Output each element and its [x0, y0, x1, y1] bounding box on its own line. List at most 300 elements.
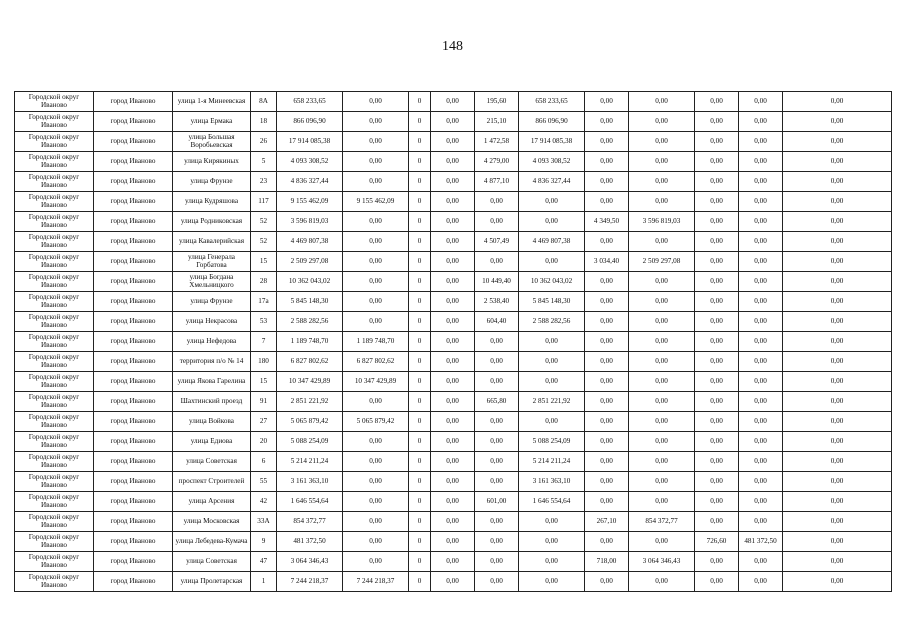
- cell-col-13: 0,00: [695, 272, 739, 292]
- cell-col-11: 0,00: [585, 452, 629, 472]
- cell-settlement: город Иваново: [94, 512, 173, 532]
- cell-col-12: 0,00: [629, 412, 695, 432]
- cell-col-8: 0,00: [431, 352, 475, 372]
- cell-col-13: 0,00: [695, 312, 739, 332]
- cell-col-12: 0,00: [629, 432, 695, 452]
- cell-col-14: 0,00: [739, 432, 783, 452]
- cell-col-12: 0,00: [629, 492, 695, 512]
- cell-col-6: 0,00: [343, 92, 409, 112]
- cell-total-cost: 854 372,77: [277, 512, 343, 532]
- cell-house-number: 27: [251, 412, 277, 432]
- cell-municipality: Городской округ Иваново: [15, 372, 94, 392]
- cell-street: улица Фрунзе: [173, 172, 251, 192]
- table-row: [15, 232, 892, 252]
- cell-col-15: 0,00: [783, 252, 892, 272]
- cell-street: улица 1-я Минеевская: [173, 92, 251, 112]
- cell-col-10: 0,00: [519, 412, 585, 432]
- cell-col-8: 0,00: [431, 292, 475, 312]
- cell-col-12: 0,00: [629, 332, 695, 352]
- cell-col-13: 0,00: [695, 92, 739, 112]
- cell-col-9: 0,00: [475, 352, 519, 372]
- cell-street: улица Родниковская: [173, 212, 251, 232]
- cell-col-8: 0,00: [431, 172, 475, 192]
- cell-col-12: 2 509 297,08: [629, 252, 695, 272]
- cell-col-11: 0,00: [585, 272, 629, 292]
- cell-col-15: 0,00: [783, 152, 892, 172]
- cell-col-8: 0,00: [431, 212, 475, 232]
- cell-col-9: 604,40: [475, 312, 519, 332]
- cell-house-number: 52: [251, 232, 277, 252]
- cell-street: территория п/о № 14: [173, 352, 251, 372]
- cell-house-number: 15: [251, 252, 277, 272]
- cell-street: улица Пролетарская: [173, 572, 251, 592]
- cell-col-10: 658 233,65: [519, 92, 585, 112]
- cell-col-6: 9 155 462,09: [343, 192, 409, 212]
- cell-col-14: 0,00: [739, 152, 783, 172]
- cell-col-8: 0,00: [431, 432, 475, 452]
- cell-settlement: город Иваново: [94, 332, 173, 352]
- cell-col-7: 0: [409, 192, 431, 212]
- cell-street: улица Арсения: [173, 492, 251, 512]
- cell-municipality: Городской округ Иваново: [15, 212, 94, 232]
- cell-street: улица Богдана Хмельницкого: [173, 272, 251, 292]
- table-row: [15, 332, 892, 352]
- cell-col-7: 0: [409, 572, 431, 592]
- table-row: [15, 512, 892, 532]
- cell-col-7: 0: [409, 372, 431, 392]
- cell-col-14: 0,00: [739, 172, 783, 192]
- data-table: [14, 91, 892, 592]
- cell-street: улица Едиова: [173, 432, 251, 452]
- table-row: [15, 272, 892, 292]
- cell-col-12: 0,00: [629, 392, 695, 412]
- cell-col-10: 17 914 085,38: [519, 132, 585, 152]
- cell-col-10: 4 836 327,44: [519, 172, 585, 192]
- cell-settlement: город Иваново: [94, 132, 173, 152]
- cell-col-8: 0,00: [431, 112, 475, 132]
- cell-street: улица Лебедева-Кумача: [173, 532, 251, 552]
- table-row: [15, 532, 892, 552]
- cell-col-14: 0,00: [739, 352, 783, 372]
- cell-street: Шахтинский проезд: [173, 392, 251, 412]
- cell-col-12: 3 596 819,03: [629, 212, 695, 232]
- cell-col-13: 0,00: [695, 412, 739, 432]
- cell-total-cost: 4 093 308,52: [277, 152, 343, 172]
- cell-street: улица Советская: [173, 452, 251, 472]
- cell-col-15: 0,00: [783, 552, 892, 572]
- cell-total-cost: 5 845 148,30: [277, 292, 343, 312]
- cell-street: улица Большая Воробьевская: [173, 132, 251, 152]
- cell-col-14: 0,00: [739, 452, 783, 472]
- cell-col-15: 0,00: [783, 172, 892, 192]
- cell-col-6: 0,00: [343, 172, 409, 192]
- cell-col-11: 0,00: [585, 432, 629, 452]
- table-row: [15, 92, 892, 112]
- cell-total-cost: 2 588 282,56: [277, 312, 343, 332]
- cell-col-8: 0,00: [431, 472, 475, 492]
- cell-house-number: 5: [251, 152, 277, 172]
- cell-col-15: 0,00: [783, 392, 892, 412]
- cell-col-15: 0,00: [783, 452, 892, 472]
- cell-col-15: 0,00: [783, 312, 892, 332]
- cell-house-number: 26: [251, 132, 277, 152]
- cell-col-10: 0,00: [519, 372, 585, 392]
- cell-total-cost: 10 362 043,02: [277, 272, 343, 292]
- cell-col-10: 5 214 211,24: [519, 452, 585, 472]
- cell-col-15: 0,00: [783, 332, 892, 352]
- cell-street: проспект Строителей: [173, 472, 251, 492]
- cell-col-11: 0,00: [585, 472, 629, 492]
- cell-col-15: 0,00: [783, 132, 892, 152]
- cell-col-11: 0,00: [585, 92, 629, 112]
- cell-settlement: город Иваново: [94, 352, 173, 372]
- cell-col-8: 0,00: [431, 512, 475, 532]
- cell-col-9: 0,00: [475, 532, 519, 552]
- cell-col-14: 0,00: [739, 372, 783, 392]
- cell-municipality: Городской округ Иваново: [15, 252, 94, 272]
- cell-col-10: 0,00: [519, 352, 585, 372]
- cell-col-14: 0,00: [739, 252, 783, 272]
- cell-house-number: 9: [251, 532, 277, 552]
- page-number: 148: [442, 39, 463, 54]
- cell-col-14: 0,00: [739, 572, 783, 592]
- table-row: [15, 452, 892, 472]
- cell-total-cost: 481 372,50: [277, 532, 343, 552]
- cell-col-6: 0,00: [343, 252, 409, 272]
- cell-col-10: 0,00: [519, 512, 585, 532]
- cell-house-number: 7: [251, 332, 277, 352]
- cell-total-cost: 2 851 221,92: [277, 392, 343, 412]
- cell-col-7: 0: [409, 272, 431, 292]
- cell-col-6: 5 065 879,42: [343, 412, 409, 432]
- cell-col-15: 0,00: [783, 292, 892, 312]
- cell-col-13: 0,00: [695, 492, 739, 512]
- cell-col-15: 0,00: [783, 472, 892, 492]
- cell-col-6: 0,00: [343, 472, 409, 492]
- table-row: [15, 472, 892, 492]
- cell-col-6: 0,00: [343, 552, 409, 572]
- cell-total-cost: 5 214 211,24: [277, 452, 343, 472]
- cell-col-15: 0,00: [783, 432, 892, 452]
- cell-col-9: 0,00: [475, 412, 519, 432]
- table-row: [15, 432, 892, 452]
- table-row: [15, 252, 892, 272]
- cell-total-cost: 7 244 218,37: [277, 572, 343, 592]
- cell-settlement: город Иваново: [94, 172, 173, 192]
- cell-col-8: 0,00: [431, 232, 475, 252]
- cell-col-10: 0,00: [519, 332, 585, 352]
- cell-col-11: 0,00: [585, 352, 629, 372]
- cell-col-6: 0,00: [343, 392, 409, 412]
- cell-col-14: 0,00: [739, 132, 783, 152]
- cell-col-11: 0,00: [585, 232, 629, 252]
- cell-total-cost: 4 836 327,44: [277, 172, 343, 192]
- cell-col-7: 0: [409, 492, 431, 512]
- cell-col-7: 0: [409, 332, 431, 352]
- cell-col-11: 718,00: [585, 552, 629, 572]
- cell-total-cost: 866 096,90: [277, 112, 343, 132]
- cell-col-13: 0,00: [695, 432, 739, 452]
- cell-col-15: 0,00: [783, 212, 892, 232]
- cell-col-6: 0,00: [343, 532, 409, 552]
- cell-total-cost: 6 827 802,62: [277, 352, 343, 372]
- cell-street: улица Якова Гарелина: [173, 372, 251, 392]
- table-row: [15, 572, 892, 592]
- cell-col-7: 0: [409, 532, 431, 552]
- cell-col-11: 0,00: [585, 312, 629, 332]
- cell-col-11: 0,00: [585, 492, 629, 512]
- cell-col-11: 0,00: [585, 172, 629, 192]
- cell-settlement: город Иваново: [94, 312, 173, 332]
- cell-col-12: 0,00: [629, 292, 695, 312]
- cell-col-7: 0: [409, 92, 431, 112]
- cell-settlement: город Иваново: [94, 192, 173, 212]
- cell-col-13: 0,00: [695, 132, 739, 152]
- cell-col-6: 0,00: [343, 452, 409, 472]
- cell-col-13: 0,00: [695, 252, 739, 272]
- cell-col-11: 0,00: [585, 192, 629, 212]
- cell-col-7: 0: [409, 112, 431, 132]
- cell-col-13: 0,00: [695, 552, 739, 572]
- cell-col-12: 0,00: [629, 572, 695, 592]
- cell-col-10: 0,00: [519, 192, 585, 212]
- table-row: [15, 192, 892, 212]
- cell-col-14: 0,00: [739, 512, 783, 532]
- cell-col-15: 0,00: [783, 192, 892, 212]
- cell-total-cost: 17 914 085,38: [277, 132, 343, 152]
- cell-col-14: 0,00: [739, 232, 783, 252]
- table-row: [15, 392, 892, 412]
- cell-col-13: 726,60: [695, 532, 739, 552]
- cell-total-cost: 3 596 819,03: [277, 212, 343, 232]
- cell-col-7: 0: [409, 392, 431, 412]
- cell-street: улица Ермака: [173, 112, 251, 132]
- cell-street: улица Кирякиных: [173, 152, 251, 172]
- cell-col-11: 0,00: [585, 572, 629, 592]
- cell-col-8: 0,00: [431, 152, 475, 172]
- cell-col-9: 0,00: [475, 552, 519, 572]
- cell-settlement: город Иваново: [94, 412, 173, 432]
- cell-house-number: 6: [251, 452, 277, 472]
- cell-col-9: 0,00: [475, 192, 519, 212]
- cell-col-7: 0: [409, 292, 431, 312]
- cell-col-8: 0,00: [431, 272, 475, 292]
- cell-col-7: 0: [409, 252, 431, 272]
- cell-col-15: 0,00: [783, 572, 892, 592]
- cell-house-number: 117: [251, 192, 277, 212]
- table-row: [15, 372, 892, 392]
- cell-col-15: 0,00: [783, 372, 892, 392]
- cell-col-14: 0,00: [739, 472, 783, 492]
- cell-col-14: 0,00: [739, 492, 783, 512]
- cell-col-7: 0: [409, 132, 431, 152]
- cell-municipality: Городской округ Иваново: [15, 272, 94, 292]
- cell-col-11: 0,00: [585, 132, 629, 152]
- cell-total-cost: 1 646 554,64: [277, 492, 343, 512]
- cell-col-9: 0,00: [475, 372, 519, 392]
- cell-col-10: 10 362 043,02: [519, 272, 585, 292]
- cell-col-11: 0,00: [585, 112, 629, 132]
- cell-col-7: 0: [409, 552, 431, 572]
- cell-col-7: 0: [409, 432, 431, 452]
- cell-house-number: 91: [251, 392, 277, 412]
- cell-col-12: 0,00: [629, 452, 695, 472]
- cell-col-12: 0,00: [629, 132, 695, 152]
- cell-col-11: 267,10: [585, 512, 629, 532]
- cell-house-number: 17а: [251, 292, 277, 312]
- cell-house-number: 23: [251, 172, 277, 192]
- cell-municipality: Городской округ Иваново: [15, 452, 94, 472]
- cell-municipality: Городской округ Иваново: [15, 572, 94, 592]
- cell-total-cost: 9 155 462,09: [277, 192, 343, 212]
- cell-col-8: 0,00: [431, 132, 475, 152]
- cell-house-number: 55: [251, 472, 277, 492]
- cell-col-12: 0,00: [629, 112, 695, 132]
- cell-col-6: 0,00: [343, 512, 409, 532]
- cell-house-number: 33А: [251, 512, 277, 532]
- cell-col-10: 3 161 363,10: [519, 472, 585, 492]
- cell-col-9: 0,00: [475, 572, 519, 592]
- cell-col-13: 0,00: [695, 212, 739, 232]
- cell-col-9: 0,00: [475, 472, 519, 492]
- cell-col-7: 0: [409, 152, 431, 172]
- cell-col-14: 481 372,50: [739, 532, 783, 552]
- cell-col-9: 601,00: [475, 492, 519, 512]
- cell-house-number: 20: [251, 432, 277, 452]
- cell-col-6: 1 189 748,70: [343, 332, 409, 352]
- cell-col-9: 4 507,49: [475, 232, 519, 252]
- cell-col-15: 0,00: [783, 272, 892, 292]
- cell-settlement: город Иваново: [94, 152, 173, 172]
- cell-col-13: 0,00: [695, 112, 739, 132]
- cell-settlement: город Иваново: [94, 272, 173, 292]
- cell-col-12: 0,00: [629, 532, 695, 552]
- cell-col-15: 0,00: [783, 92, 892, 112]
- cell-total-cost: 1 189 748,70: [277, 332, 343, 352]
- cell-col-15: 0,00: [783, 412, 892, 432]
- cell-col-13: 0,00: [695, 172, 739, 192]
- cell-street: улица Кавалерийская: [173, 232, 251, 252]
- cell-house-number: 18: [251, 112, 277, 132]
- cell-total-cost: 658 233,65: [277, 92, 343, 112]
- cell-col-13: 0,00: [695, 232, 739, 252]
- cell-col-15: 0,00: [783, 232, 892, 252]
- cell-col-7: 0: [409, 172, 431, 192]
- cell-col-10: 4 469 807,38: [519, 232, 585, 252]
- cell-house-number: 180: [251, 352, 277, 372]
- cell-settlement: город Иваново: [94, 432, 173, 452]
- cell-col-9: 665,80: [475, 392, 519, 412]
- cell-house-number: 28: [251, 272, 277, 292]
- cell-settlement: город Иваново: [94, 292, 173, 312]
- cell-street: улица Генерала Горбатова: [173, 252, 251, 272]
- table-body: [15, 92, 892, 592]
- cell-col-11: 0,00: [585, 152, 629, 172]
- cell-settlement: город Иваново: [94, 452, 173, 472]
- cell-col-15: 0,00: [783, 532, 892, 552]
- cell-col-6: 0,00: [343, 272, 409, 292]
- cell-municipality: Городской округ Иваново: [15, 192, 94, 212]
- table-row: [15, 412, 892, 432]
- cell-col-13: 0,00: [695, 352, 739, 372]
- cell-col-6: 7 244 218,37: [343, 572, 409, 592]
- cell-col-14: 0,00: [739, 312, 783, 332]
- cell-col-14: 0,00: [739, 292, 783, 312]
- cell-col-10: 866 096,90: [519, 112, 585, 132]
- cell-total-cost: 3 064 346,43: [277, 552, 343, 572]
- cell-col-15: 0,00: [783, 512, 892, 532]
- cell-col-14: 0,00: [739, 192, 783, 212]
- cell-total-cost: 5 065 879,42: [277, 412, 343, 432]
- cell-col-6: 0,00: [343, 212, 409, 232]
- cell-col-7: 0: [409, 212, 431, 232]
- cell-col-8: 0,00: [431, 372, 475, 392]
- cell-col-6: 0,00: [343, 112, 409, 132]
- cell-house-number: 15: [251, 372, 277, 392]
- cell-col-13: 0,00: [695, 452, 739, 472]
- cell-col-9: 2 538,40: [475, 292, 519, 312]
- cell-municipality: Городской округ Иваново: [15, 172, 94, 192]
- cell-col-13: 0,00: [695, 392, 739, 412]
- cell-col-7: 0: [409, 312, 431, 332]
- cell-col-13: 0,00: [695, 472, 739, 492]
- cell-municipality: Городской округ Иваново: [15, 152, 94, 172]
- cell-col-8: 0,00: [431, 92, 475, 112]
- cell-col-6: 0,00: [343, 492, 409, 512]
- cell-col-12: 854 372,77: [629, 512, 695, 532]
- cell-municipality: Городской округ Иваново: [15, 92, 94, 112]
- cell-col-6: 0,00: [343, 152, 409, 172]
- cell-settlement: город Иваново: [94, 112, 173, 132]
- table-row: [15, 212, 892, 232]
- cell-municipality: Городской округ Иваново: [15, 232, 94, 252]
- cell-col-10: 5 845 148,30: [519, 292, 585, 312]
- cell-col-9: 215,10: [475, 112, 519, 132]
- cell-street: улица Советская: [173, 552, 251, 572]
- cell-municipality: Городской округ Иваново: [15, 532, 94, 552]
- cell-municipality: Городской округ Иваново: [15, 472, 94, 492]
- cell-col-12: 0,00: [629, 172, 695, 192]
- cell-settlement: город Иваново: [94, 372, 173, 392]
- cell-municipality: Городской округ Иваново: [15, 332, 94, 352]
- cell-col-6: 0,00: [343, 312, 409, 332]
- table-row: [15, 312, 892, 332]
- cell-col-13: 0,00: [695, 292, 739, 312]
- cell-settlement: город Иваново: [94, 92, 173, 112]
- cell-col-12: 0,00: [629, 472, 695, 492]
- cell-col-7: 0: [409, 352, 431, 372]
- table-row: [15, 352, 892, 372]
- cell-col-13: 0,00: [695, 332, 739, 352]
- cell-col-6: 0,00: [343, 132, 409, 152]
- cell-col-6: 6 827 802,62: [343, 352, 409, 372]
- cell-street: улица Кудряшова: [173, 192, 251, 212]
- cell-col-6: 0,00: [343, 232, 409, 252]
- cell-street: улица Московская: [173, 512, 251, 532]
- cell-col-14: 0,00: [739, 112, 783, 132]
- cell-col-13: 0,00: [695, 572, 739, 592]
- cell-col-14: 0,00: [739, 332, 783, 352]
- cell-col-9: 10 449,40: [475, 272, 519, 292]
- cell-col-13: 0,00: [695, 192, 739, 212]
- cell-house-number: 52: [251, 212, 277, 232]
- table-row: [15, 292, 892, 312]
- cell-settlement: город Иваново: [94, 572, 173, 592]
- cell-municipality: Городской округ Иваново: [15, 312, 94, 332]
- cell-house-number: 53: [251, 312, 277, 332]
- cell-col-8: 0,00: [431, 452, 475, 472]
- table-row: [15, 172, 892, 192]
